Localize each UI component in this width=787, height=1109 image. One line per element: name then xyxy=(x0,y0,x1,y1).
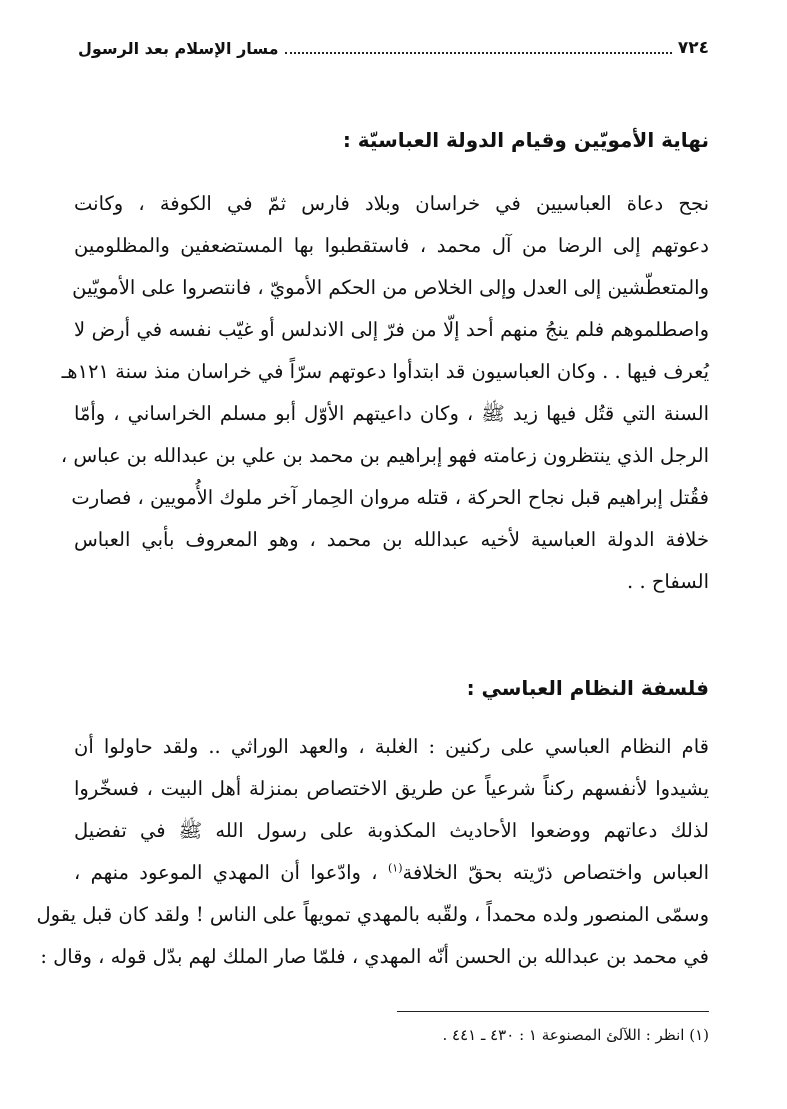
text-line: السفاح . . xyxy=(627,570,709,593)
footnote: (١) انظر : اللآلئ المصنوعة ١ : ٤٣٠ ـ ٤٤١ . xyxy=(442,1026,709,1044)
running-title: مسار الإسلام بعد الرسول xyxy=(78,39,279,58)
section-1-paragraph xyxy=(60,183,709,603)
section-heading-2: فلسفة النظام العباسي : xyxy=(466,676,709,700)
text-line: يشيدوا لأنفسهم ركناً شرعياً عن طريق الاختصاص بمنزلة أهل البيت ، فسخّروا xyxy=(74,777,709,800)
text-segment: العباس واختصاص ذرّيته بحقّ الخلافة xyxy=(402,861,709,884)
text-line: في محمد بن عبدالله بن الحسن أنّه المهدي ، فلمّا صار الملك لهم بدّل قوله ، وقال : xyxy=(40,945,709,968)
footnote-divider xyxy=(397,1011,709,1012)
text-line: والمتعطّشين إلى العدل وإلى الخلاص من الحكم الأمويّ ، فانتصروا على الأمويّين xyxy=(72,276,709,299)
text-line: يُعرف فيها . . وكان العباسيون قد ابتدأوا دعوتهم سرّاً في خراسان منذ سنة ١٢١هـ xyxy=(61,360,709,383)
text-line: خلافة الدولة العباسية لأخيه عبدالله بن محمد ، وهو المعروف بأبي العباس xyxy=(74,528,709,551)
text-line: واصطلموهم فلم ينجُ منهم أحد إلّا من فرّ إلى الاندلس أو غيّب نفسه في أرض لا xyxy=(74,318,709,341)
text-line: فقُتل إبراهيم قبل نجاح الحركة ، قتله مروان الحِمار آخر ملوك الأُمويين ، فصارت xyxy=(71,486,709,509)
header-dot-leader xyxy=(285,52,672,54)
section-2-paragraph xyxy=(36,726,709,978)
text-line: لذلك دعاتهم ووضعوا الأحاديث المكذوبة على رسول الله ﷺ في تفضيل xyxy=(74,819,709,842)
text-line: الرجل الذي ينتظرون زعامته فهو إبراهيم بن محمد بن علي بن عبدالله بن عباس ، xyxy=(60,444,709,467)
running-header xyxy=(78,32,709,58)
text-line-with-footnote xyxy=(74,852,709,894)
text-segment: ، وادّعوا أن المهدي الموعود منهم ، xyxy=(74,861,378,884)
footnote-marker[interactable]: (١) xyxy=(387,861,403,875)
text-line: السنة التي قتُل فيها زيد ﷺ ، وكان داعيتهم الأوّل أبو مسلم الخراساني ، وأمّا xyxy=(74,402,709,425)
section-heading-1: نهاية الأمويّين وقيام الدولة العباسيّة : xyxy=(342,128,709,152)
text-line: وسمّى المنصور ولده محمداً ، ولقّبه بالمهدي تمويهاً على الناس ! ولقد كان قبل يقول xyxy=(36,903,709,926)
text-line: قام النظام العباسي على ركنين : الغلبة ، والعهد الوراثي .. ولقد حاولوا أن xyxy=(74,735,709,758)
page-number: ٧٢٤ xyxy=(677,38,709,58)
text-line: دعوتهم إلى الرضا من آل محمد ، فاستقطبوا بها المستضعفين والمظلومين xyxy=(74,234,709,257)
text-line: نجح دعاة العباسيين في خراسان وبلاد فارس ثمّ في الكوفة ، وكانت xyxy=(74,192,709,215)
